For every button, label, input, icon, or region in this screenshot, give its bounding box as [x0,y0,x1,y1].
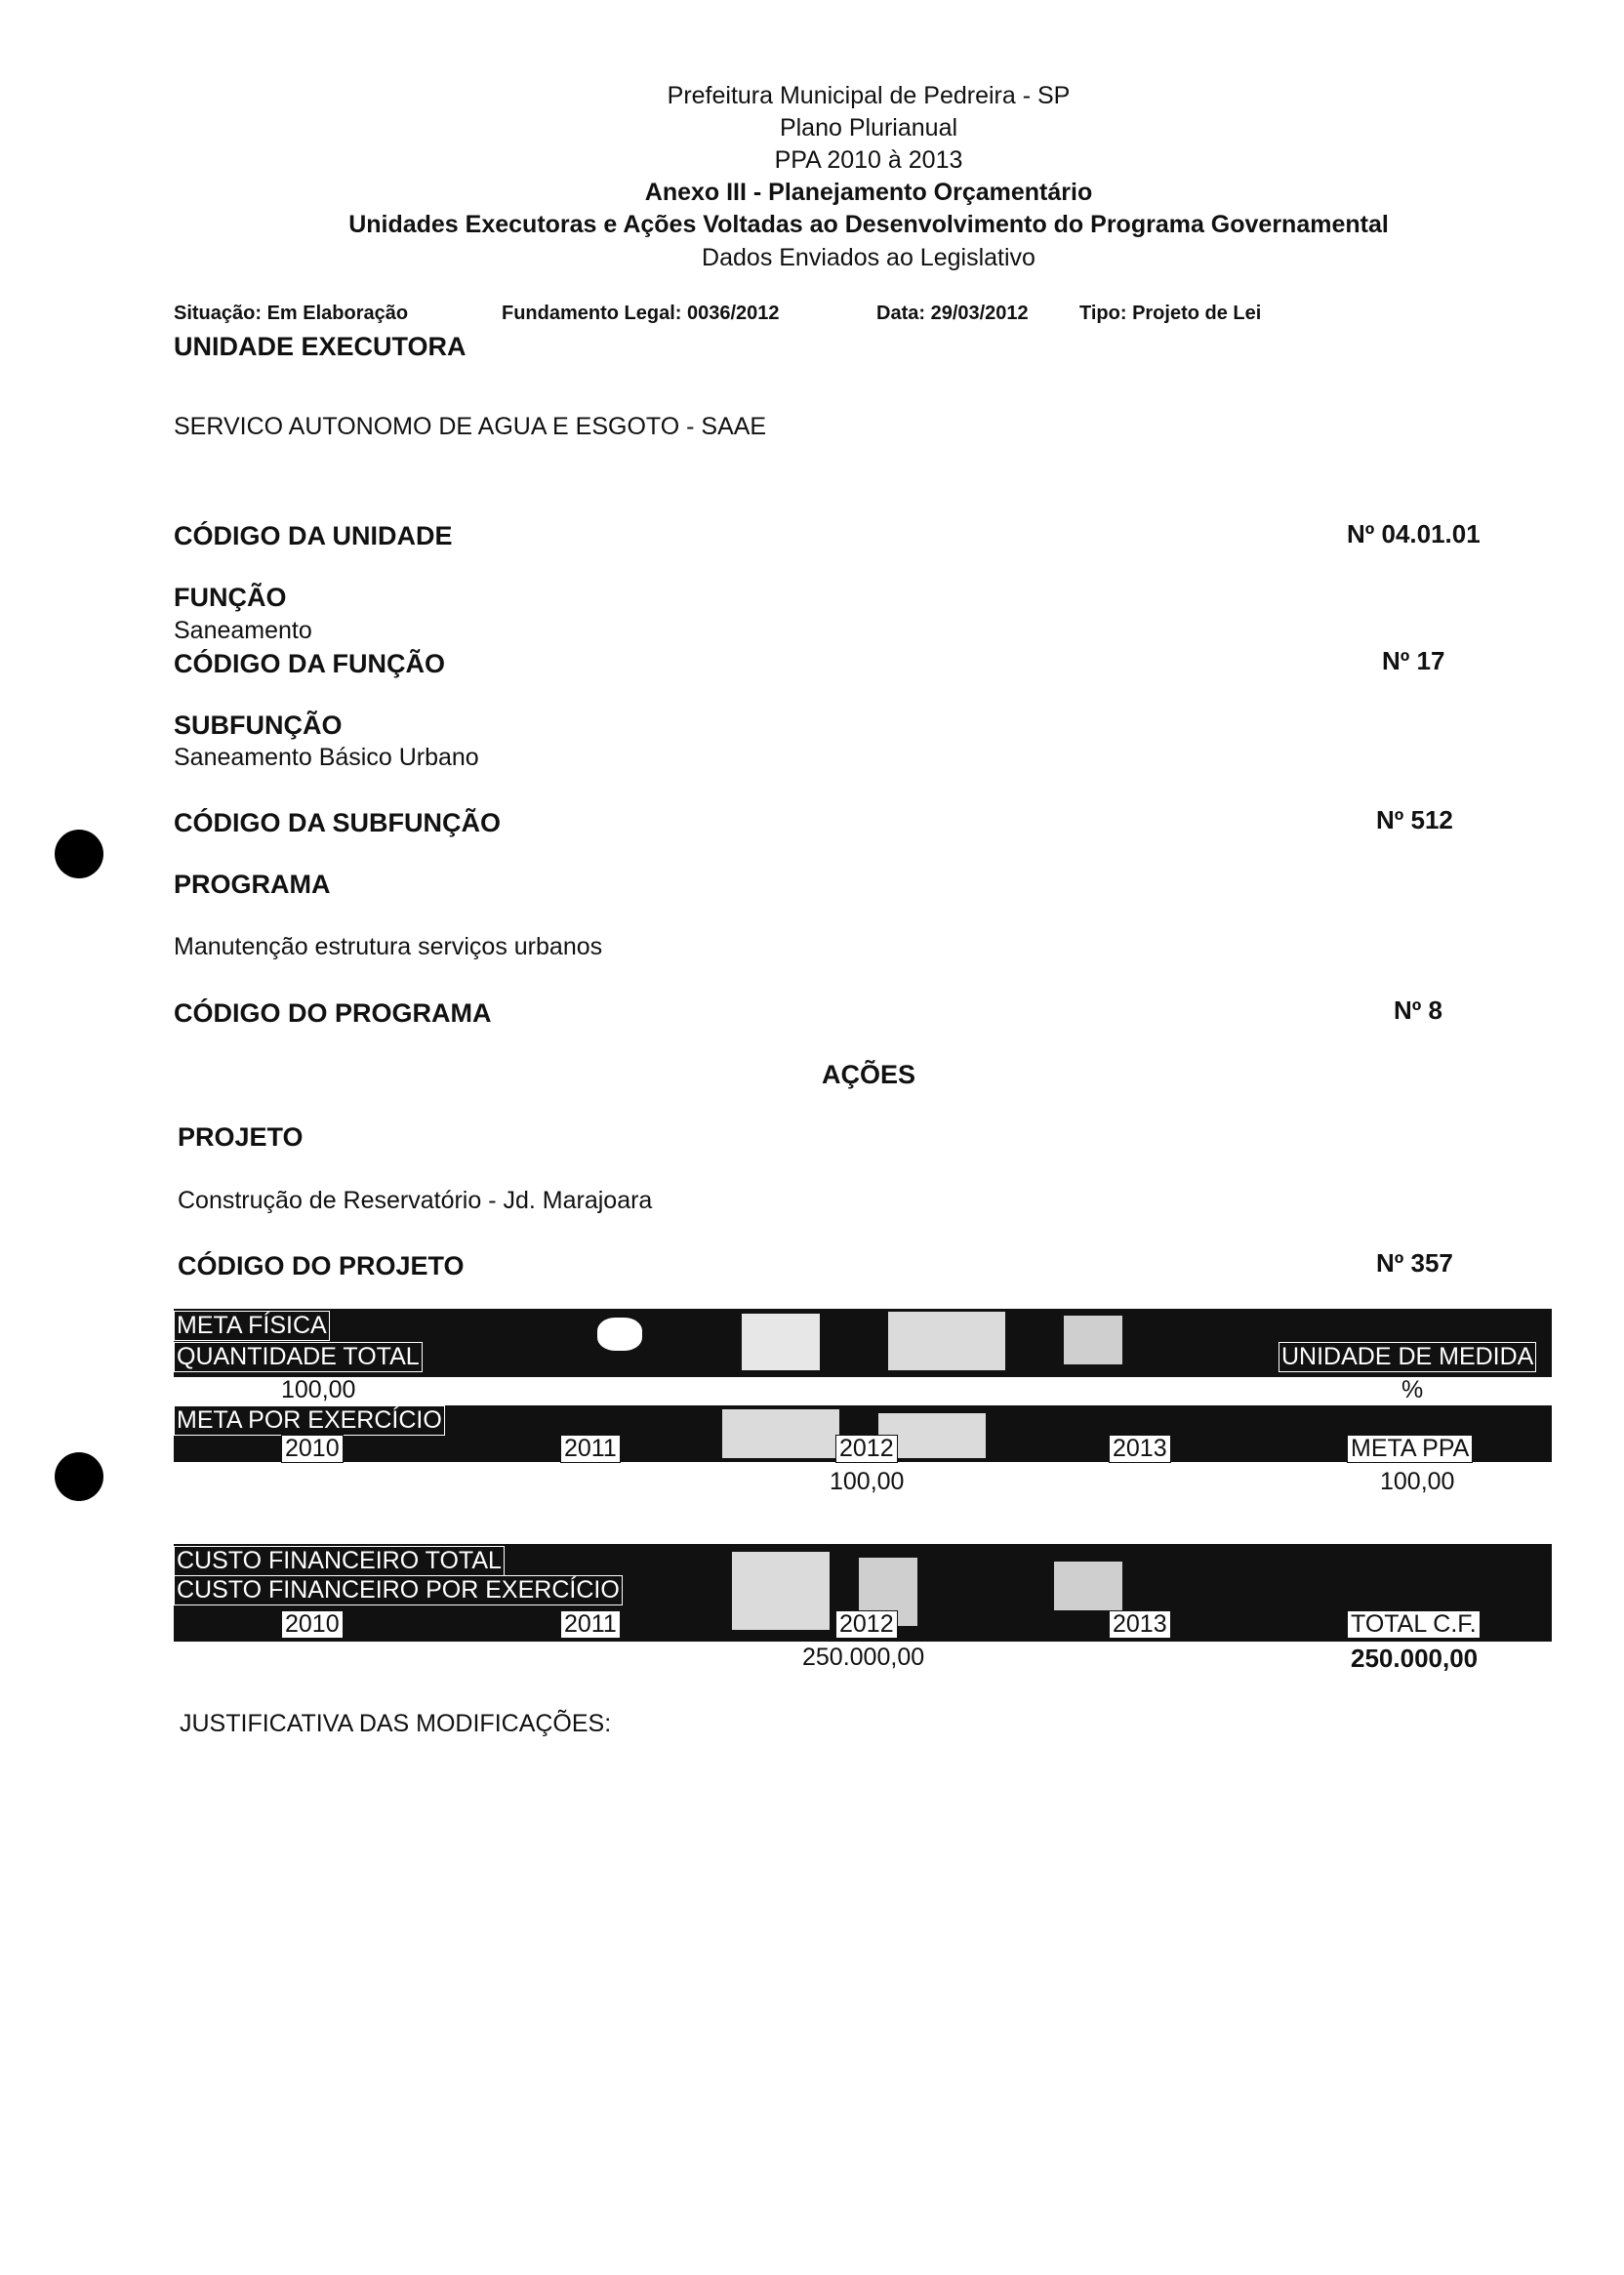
programa-code: Nº 8 [1394,995,1442,1025]
projeto-label: PROJETO [178,1122,304,1152]
scan-artifact [742,1314,820,1370]
custo-year-2012: 2012 [835,1610,898,1639]
header-line-2: Plano Plurianual [779,114,958,142]
meta-year-2011: 2011 [560,1435,621,1463]
scan-artifact [888,1312,1005,1370]
subfuncao-value: Saneamento Básico Urbano [174,744,479,771]
funcao-code-label: CÓDIGO DA FUNÇÃO [174,649,445,678]
unidade-label: UNIDADE EXECUTORA [174,332,467,361]
meta-ppa-value: 100,00 [1380,1468,1455,1495]
custo-year-2010: 2010 [281,1610,344,1639]
projeto-code: Nº 357 [1376,1248,1453,1278]
scan-artifact [597,1318,642,1351]
header-line-4: Anexo III - Planejamento Orçamentário [644,179,1093,206]
scan-artifact [732,1552,830,1630]
unidade-code: Nº 04.01.01 [1347,519,1481,548]
header-line-5: Unidades Executoras e Ações Voltadas ao Desenvolvimento do Programa Governamental [348,211,1389,238]
situacao-text: Situação: Em Elaboração [174,303,409,324]
custo-total-value: 250.000,00 [1351,1644,1479,1673]
acoes-title: AÇÕES [822,1060,916,1089]
programa-label: PROGRAMA [174,870,331,899]
custo-2012-value: 250.000,00 [802,1644,925,1671]
unidade-value: SERVICO AUTONOMO DE AGUA E ESGOTO - SAAE [174,413,767,440]
quantidade-total-label: QUANTIDADE TOTAL [174,1342,423,1372]
funcao-value: Saneamento [174,617,312,644]
custo-por-exercicio-label: CUSTO FINANCEIRO POR EXERCÍCIO [174,1575,623,1605]
programa-code-label: CÓDIGO DO PROGRAMA [174,998,492,1028]
scan-artifact [1064,1316,1122,1364]
meta-fisica-title: META FÍSICA [174,1311,330,1341]
subfuncao-code-label: CÓDIGO DA SUBFUNÇÃO [174,808,501,837]
total-cf-label: TOTAL C.F. [1347,1610,1481,1639]
unidade-medida-value: % [1401,1376,1424,1403]
unidade-medida-label: UNIDADE DE MEDIDA [1279,1342,1536,1372]
programa-value: Manutenção estrutura serviços urbanos [174,933,603,960]
subfuncao-label: SUBFUNÇÃO [174,711,343,740]
custo-total-title: CUSTO FINANCEIRO TOTAL [174,1546,505,1576]
header-line-6: Dados Enviados ao Legislativo [702,244,1035,271]
quantidade-total-value: 100,00 [281,1376,356,1403]
meta-year-2013: 2013 [1109,1435,1171,1463]
data-text: Data: 29/03/2012 [876,303,1029,324]
tipo-text: Tipo: Projeto de Lei [1079,303,1262,324]
unidade-code-label: CÓDIGO DA UNIDADE [174,521,453,550]
meta-2012-value: 100,00 [830,1468,905,1495]
subfuncao-code: Nº 512 [1376,805,1453,834]
projeto-code-label: CÓDIGO DO PROJETO [178,1251,465,1280]
custo-year-2011: 2011 [560,1610,621,1639]
fundamento-text: Fundamento Legal: 0036/2012 [502,303,780,324]
header-line-3: PPA 2010 à 2013 [774,146,963,174]
projeto-value: Construção de Reservatório - Jd. Marajoara [178,1187,653,1214]
funcao-label: FUNÇÃO [174,583,287,612]
scan-artifact [1054,1562,1122,1610]
meta-por-exercicio-label: META POR EXERCÍCIO [174,1405,445,1436]
custo-year-2013: 2013 [1109,1610,1171,1639]
scan-artifact [722,1409,839,1458]
funcao-code: Nº 17 [1382,646,1445,675]
header-line-1: Prefeitura Municipal de Pedreira - SP [667,82,1071,109]
meta-year-2012: 2012 [835,1435,898,1463]
meta-year-2010: 2010 [281,1435,344,1463]
punch-hole-top [55,830,103,878]
meta-ppa-label: META PPA [1347,1435,1473,1463]
justificativa-label: JUSTIFICATIVA DAS MODIFICAÇÕES: [180,1710,612,1737]
punch-hole-bottom [55,1452,103,1501]
